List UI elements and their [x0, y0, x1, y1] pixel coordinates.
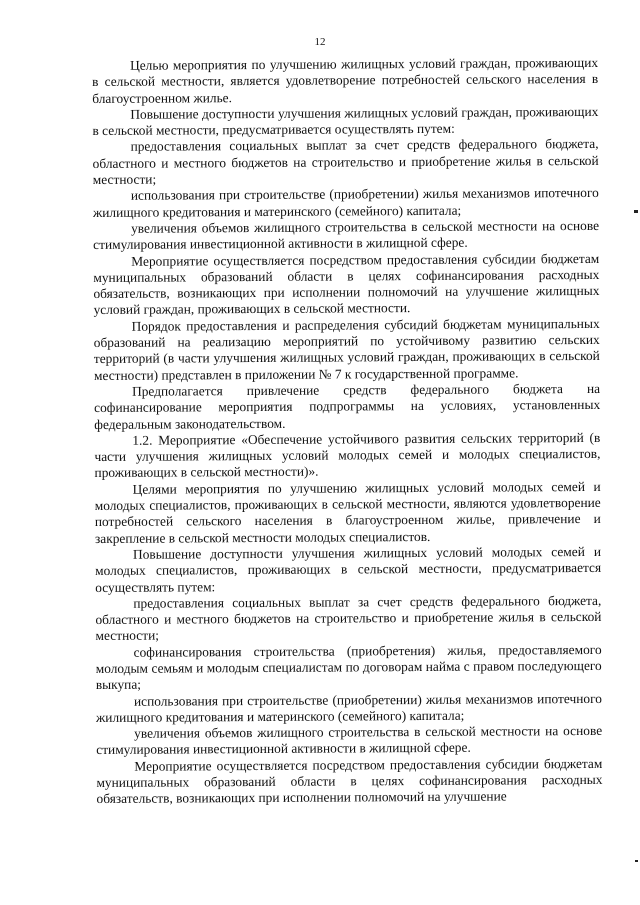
paragraph: Мероприятие осуществляется посредством предоставления субсидии бюджетам муниципальных образований области в целях софинансирования расходных обязательств, возникающих при исполнении полномочий на улучшение	[96, 755, 603, 807]
paragraph: Предполагается привлечение средств федерального бюджета на софинансирование мероприятия подпрограммы на условиях, установленных федеральным законодательством.	[94, 380, 601, 432]
paragraph: Повышение доступности улучшения жилищных условий граждан, проживающих в сельской местности, предусматривается осуществлять путем:	[92, 103, 599, 139]
section-heading-paragraph: 1.2. Мероприятие «Обеспечение устойчивого развития сельских территорий (в части улучшения жилищных условий молодых семей и молодых специалистов, проживающих в сельской местности)».	[94, 429, 601, 481]
page-number: 12	[314, 36, 326, 48]
paragraph: Повышение доступности улучшения жилищных условий молодых семей и молодых специалистов, проживающих в сельской местности, предусматривается осуществлять путем:	[95, 543, 602, 595]
paragraph: Целями мероприятия по улучшению жилищных условий молодых семей и молодых специалистов, проживающих в сельской местности, являются удовлетворение потребностей сельского населения в благоустроенном жилье, привлечение и закрепление в сельской местности молодых специалистов.	[94, 478, 601, 546]
paragraph: софинансирования строительства (приобретения) жилья, предоставляемого молодым семьям и молодым специалистам по договорам найма с правом последующего выкупа;	[95, 641, 602, 693]
scan-edge-mark	[634, 210, 638, 213]
paragraph: Мероприятие осуществляется посредством предоставления субсидии бюджетам муниципальных образований области в целях софинансирования расходных обязательств, возникающих при исполнении полномочий на улучшение жилищных условий граждан, проживающих в сельской местности.	[93, 250, 600, 318]
paragraph: предоставления социальных выплат за счет средств федерального бюджета, областного и местного бюджетов на строительство и приобретение жилья в сельской местности;	[92, 136, 599, 188]
paragraph: Целью мероприятия по улучшению жилищных условий граждан, проживающих в сельской местности, является удовлетворение потребностей сельского населения в благоустроенном жилье.	[92, 54, 599, 106]
paragraph: Порядок предоставления и распределения субсидий бюджетам муниципальных образований на реализацию мероприятий по устойчивому развитию сельских территорий (в части улучшения жилищных условий граждан, проживающих в сельской местности) представлен в приложении № 7 к государственной программе.	[93, 315, 600, 383]
paragraph: увеличения объемов жилищного строительства в сельской местности на основе стимулирования инвестиционной активности в жилищной сфере.	[96, 723, 603, 758]
paragraph: использования при строительстве (приобретении) жилья механизмов ипотечного жилищного кредитования и материнского (семейного) капитала;	[92, 185, 599, 220]
paragraph: использования при строительстве (приобретении) жилья механизмов ипотечного жилищного кредитования и материнского (семейного) капитала;	[95, 690, 602, 725]
document-body	[92, 55, 603, 808]
paragraph: увеличения объемов жилищного строительства в сельской местности на основе стимулирования инвестиционной активности в жилищной сфере.	[93, 217, 600, 253]
scan-edge-mark	[635, 860, 638, 862]
paragraph: предоставления социальных выплат за счет средств федерального бюджета, областного и местного бюджетов на строительство и приобретение жилья в сельской местности;	[95, 592, 602, 644]
